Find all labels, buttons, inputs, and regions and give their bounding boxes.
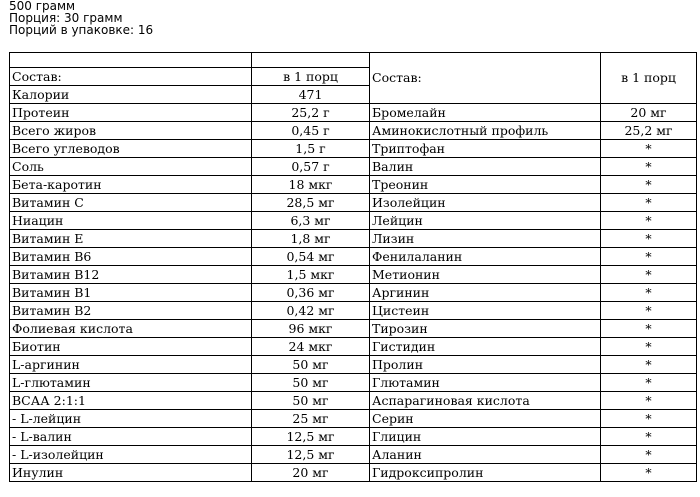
left-ingredient-name: Калории xyxy=(10,86,252,104)
left-ingredient-amount: 20 мг xyxy=(252,464,370,482)
left-ingredient-name: Биотин xyxy=(10,338,252,356)
left-ingredient-amount: 1,5 мкг xyxy=(252,266,370,284)
table-row xyxy=(10,392,697,410)
right-ingredient-name: Тирозин xyxy=(370,320,601,338)
left-ingredient-name: Ниацин xyxy=(10,212,252,230)
right-ingredient-amount: * xyxy=(601,410,697,428)
right-ingredient-name: Гистидин xyxy=(370,338,601,356)
table-row xyxy=(10,356,697,374)
left-ingredient-amount: 50 мг xyxy=(252,392,370,410)
left-ingredient-amount: 0,42 мг xyxy=(252,302,370,320)
right-ingredient-amount: * xyxy=(601,446,697,464)
right-ingredient-amount: * xyxy=(601,284,697,302)
table-row xyxy=(10,176,697,194)
left-ingredient-amount: 0,45 г xyxy=(252,122,370,140)
right-ingredient-name: Лейцин xyxy=(370,212,601,230)
package-weight: 500 грамм xyxy=(9,0,76,13)
table-row xyxy=(10,140,697,158)
left-ingredient-amount: 12,5 мг xyxy=(252,446,370,464)
right-ingredient-name: Серин xyxy=(370,410,601,428)
left-ingredient-name: Всего жиров xyxy=(10,122,252,140)
table-row xyxy=(10,320,697,338)
right-ingredient-name: Аминокислотный профиль xyxy=(370,122,601,140)
left-ingredient-name: Соль xyxy=(10,158,252,176)
right-ingredient-amount: * xyxy=(601,176,697,194)
left-ingredient-amount: 12,5 мг xyxy=(252,428,370,446)
right-ingredient-amount: 25,2 мг xyxy=(601,122,697,140)
left-ingredient-amount: 24 мкг xyxy=(252,338,370,356)
right-ingredient-name: Цистеин xyxy=(370,302,601,320)
left-ingredient-amount: 0,54 мг xyxy=(252,248,370,266)
right-ingredient-amount: * xyxy=(601,140,697,158)
right-ingredient-amount: * xyxy=(601,230,697,248)
left-ingredient-name: Витамин В1 xyxy=(10,284,252,302)
right-ingredient-name: Фенилаланин xyxy=(370,248,601,266)
left-ingredient-name: L-аргинин xyxy=(10,356,252,374)
table-row xyxy=(10,338,697,356)
right-ingredient-name: Аспарагиновая кислота xyxy=(370,392,601,410)
left-ingredient-name: Всего углеводов xyxy=(10,140,252,158)
left-ingredient-name: ВСАА 2:1:1 xyxy=(10,392,252,410)
right-ingredient-name: Триптофан xyxy=(370,140,601,158)
right-ingredient-amount: * xyxy=(601,320,697,338)
left-ingredient-amount: 28,5 мг xyxy=(252,194,370,212)
right-ingredient-name: Бромелайн xyxy=(370,104,601,122)
left-ingredient-name: - L-лейцин xyxy=(10,410,252,428)
left-ingredient-name: Протеин xyxy=(10,104,252,122)
right-ingredient-amount: * xyxy=(601,428,697,446)
table-row xyxy=(10,194,697,212)
left-ingredient-amount: 50 мг xyxy=(252,356,370,374)
serving-size: Порция: 30 грамм xyxy=(9,11,123,25)
left-ingredient-name: - L-изолейцин xyxy=(10,446,252,464)
right-ingredient-name: Треонин xyxy=(370,176,601,194)
right-ingredient-amount: * xyxy=(601,302,697,320)
table-row xyxy=(10,464,697,482)
left-ingredient-name: - L-валин xyxy=(10,428,252,446)
right-ingredient-amount: * xyxy=(601,392,697,410)
left-ingredient-amount: 1,8 мг xyxy=(252,230,370,248)
product-info xyxy=(9,0,696,36)
right-ingredient-name: Глютамин xyxy=(370,374,601,392)
table-row xyxy=(10,284,697,302)
left-ingredient-name: Витамин В6 xyxy=(10,248,252,266)
left-ingredient-name: Витамин С xyxy=(10,194,252,212)
right-ingredient-amount: * xyxy=(601,266,697,284)
right-ingredient-amount: * xyxy=(601,194,697,212)
right-ingredient-amount: * xyxy=(601,374,697,392)
table-row xyxy=(10,410,697,428)
left-ingredient-amount: 0,36 мг xyxy=(252,284,370,302)
table-row xyxy=(10,122,697,140)
right-ingredient-name: Валин xyxy=(370,158,601,176)
left-ingredient-name: Витамин В12 xyxy=(10,266,252,284)
right-ingredient-name: Изолейцин xyxy=(370,194,601,212)
left-ingredient-name: Инулин xyxy=(10,464,252,482)
right-header-name: Состав: xyxy=(370,53,601,104)
right-ingredient-amount: * xyxy=(601,248,697,266)
nutrition-table xyxy=(9,52,697,482)
right-ingredient-amount: * xyxy=(601,158,697,176)
table-spacer-row xyxy=(10,53,697,68)
table-row xyxy=(10,446,697,464)
right-ingredient-name: Пролин xyxy=(370,356,601,374)
left-ingredient-amount: 471 xyxy=(252,86,370,104)
left-ingredient-amount: 1,5 г xyxy=(252,140,370,158)
left-ingredient-amount: 25,2 г xyxy=(252,104,370,122)
table-row xyxy=(10,248,697,266)
table-row xyxy=(10,266,697,284)
servings-per-pack: Порций в упаковке: 16 xyxy=(9,23,154,37)
left-ingredient-amount: 0,57 г xyxy=(252,158,370,176)
right-ingredient-name: Аланин xyxy=(370,446,601,464)
left-ingredient-amount: 50 мг xyxy=(252,374,370,392)
right-ingredient-name: Метионин xyxy=(370,266,601,284)
table-row xyxy=(10,104,697,122)
left-ingredient-amount: 6,3 мг xyxy=(252,212,370,230)
table-row xyxy=(10,428,697,446)
left-ingredient-name: L-глютамин xyxy=(10,374,252,392)
left-header-amount: в 1 порц xyxy=(252,68,370,86)
left-ingredient-name: Витамин Е xyxy=(10,230,252,248)
left-ingredient-name: Бета-каротин xyxy=(10,176,252,194)
right-ingredient-amount: * xyxy=(601,338,697,356)
right-ingredient-name: Аргинин xyxy=(370,284,601,302)
right-ingredient-name: Глицин xyxy=(370,428,601,446)
table-row xyxy=(10,230,697,248)
right-ingredient-amount: 20 мг xyxy=(601,104,697,122)
right-ingredient-amount: * xyxy=(601,356,697,374)
table-row xyxy=(10,374,697,392)
left-ingredient-amount: 25 мг xyxy=(252,410,370,428)
left-ingredient-amount: 18 мкг xyxy=(252,176,370,194)
right-ingredient-amount: * xyxy=(601,464,697,482)
table-row xyxy=(10,302,697,320)
right-ingredient-amount: * xyxy=(601,212,697,230)
table-row xyxy=(10,212,697,230)
left-header-name: Состав: xyxy=(10,68,252,86)
left-ingredient-amount: 96 мкг xyxy=(252,320,370,338)
right-ingredient-name: Лизин xyxy=(370,230,601,248)
right-header-amount: в 1 порц xyxy=(601,53,697,104)
table-row xyxy=(10,158,697,176)
left-ingredient-name: Витамин В2 xyxy=(10,302,252,320)
right-ingredient-name: Гидроксипролин xyxy=(370,464,601,482)
left-ingredient-name: Фолиевая кислота xyxy=(10,320,252,338)
header-block xyxy=(9,0,696,36)
